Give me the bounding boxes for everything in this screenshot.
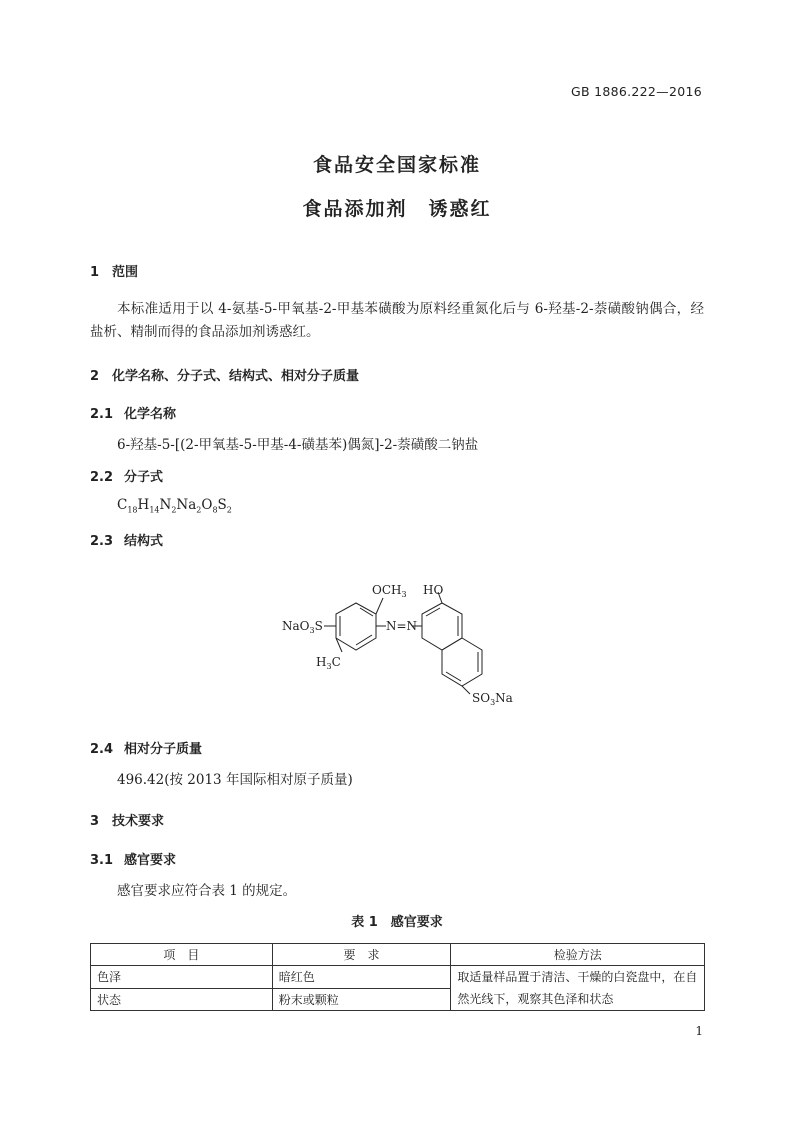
section-3-1-heading xyxy=(90,849,176,868)
table-cell-item: 状态 xyxy=(91,988,273,1011)
section-1-body: 本标准适用于以 4-氨基-5-甲氧基-2-甲基苯磺酸为原料经重氮化后与 6-羟基-2-萘磺酸钠偶合，经盐析、精制而得的食品添加剂诱惑红。 xyxy=(90,301,704,340)
section-2-2-heading xyxy=(90,466,163,485)
naphthalene-ring-lower xyxy=(442,638,482,686)
formula-element: S xyxy=(217,497,227,513)
table-row xyxy=(91,966,705,989)
standard-number: GB 1886.222—2016 xyxy=(571,84,702,99)
structural-formula xyxy=(280,578,520,708)
section-title: 化学名称、分子式、结构式、相对分子质量 xyxy=(112,369,360,384)
table-caption: 表 1 感官要求 xyxy=(351,915,443,930)
section-number: 2.3 xyxy=(90,534,114,549)
table-cell-requirement: 暗红色 xyxy=(272,966,451,989)
azo-label: N=N xyxy=(386,619,418,633)
formula-subscript: 2 xyxy=(226,505,232,515)
section-title: 感官要求 xyxy=(124,853,177,868)
formula-subscript: 18 xyxy=(127,505,138,515)
table-header-row xyxy=(91,944,705,966)
section-number: 2 xyxy=(90,369,100,384)
section-title: 技术要求 xyxy=(112,814,165,829)
methoxy-label: $OCH_3$ xyxy=(372,583,407,599)
section-number: 3.1 xyxy=(90,853,114,868)
section-3-heading xyxy=(90,810,164,829)
section-number: 2.4 xyxy=(90,742,114,757)
document-subtitle: 食品添加剂 诱惑红 xyxy=(302,198,492,220)
section-number: 2.1 xyxy=(90,407,114,422)
section-title: 相对分子质量 xyxy=(124,742,203,757)
formula-subscript: 2 xyxy=(196,505,202,515)
formula-subscript: 8 xyxy=(212,505,218,515)
molecular-mass: 496.42(按 2013 年国际相对原子质量) xyxy=(117,772,353,788)
table-header-cell: 要 求 xyxy=(272,944,451,966)
section-title: 结构式 xyxy=(124,534,164,549)
formula-subscript: 14 xyxy=(149,505,160,515)
sensory-requirements-table xyxy=(90,943,705,1011)
chemical-name: 6-羟基-5-[(2-甲氧基-5-甲基-4-磺基苯)偶氮]-2-萘磺酸二钠盐 xyxy=(117,437,479,453)
section-title: 范围 xyxy=(112,265,139,280)
table-cell-requirement: 粉末或颗粒 xyxy=(272,988,451,1011)
methyl-label: $H_3C$ xyxy=(316,655,341,671)
section-number: 1 xyxy=(90,265,100,280)
sodium-sulfonate-label-left: NaO$_3$S xyxy=(282,619,323,635)
formula-element: H xyxy=(137,497,150,513)
formula-subscript: 2 xyxy=(171,505,177,515)
naphthalene-ring-upper xyxy=(422,603,462,650)
section-2-heading xyxy=(90,365,359,384)
section-title: 分子式 xyxy=(124,470,164,485)
molecular-formula xyxy=(117,497,232,515)
table-cell-method: 取适量样品置于清洁、干燥的白瓷盘中，在自然光线下，观察其色泽和状态 xyxy=(451,966,705,1011)
section-1-heading xyxy=(90,261,138,280)
formula-element: C xyxy=(117,497,128,513)
section-number: 3 xyxy=(90,814,100,829)
hydroxyl-label: HO xyxy=(423,583,444,597)
table-header-cell: 项 目 xyxy=(91,944,273,966)
document-title: 食品安全国家标准 xyxy=(312,154,481,176)
table-header-cell: 检验方法 xyxy=(451,944,705,966)
sensory-requirements-text: 感官要求应符合表 1 的规定。 xyxy=(117,883,297,899)
sodium-sulfonate-label-right: $SO_3Na$ xyxy=(472,691,513,707)
formula-element: Na xyxy=(176,497,197,513)
section-title: 化学名称 xyxy=(124,407,177,422)
page-number: 1 xyxy=(695,1024,703,1038)
section-number: 2.2 xyxy=(90,470,114,485)
section-2-4-heading xyxy=(90,738,202,757)
benzene-ring xyxy=(336,603,376,650)
section-2-1-heading xyxy=(90,403,176,422)
section-2-3-heading xyxy=(90,530,163,549)
formula-element: N xyxy=(159,497,172,513)
formula-element: O xyxy=(201,497,213,513)
table-cell-item: 色泽 xyxy=(91,966,273,989)
